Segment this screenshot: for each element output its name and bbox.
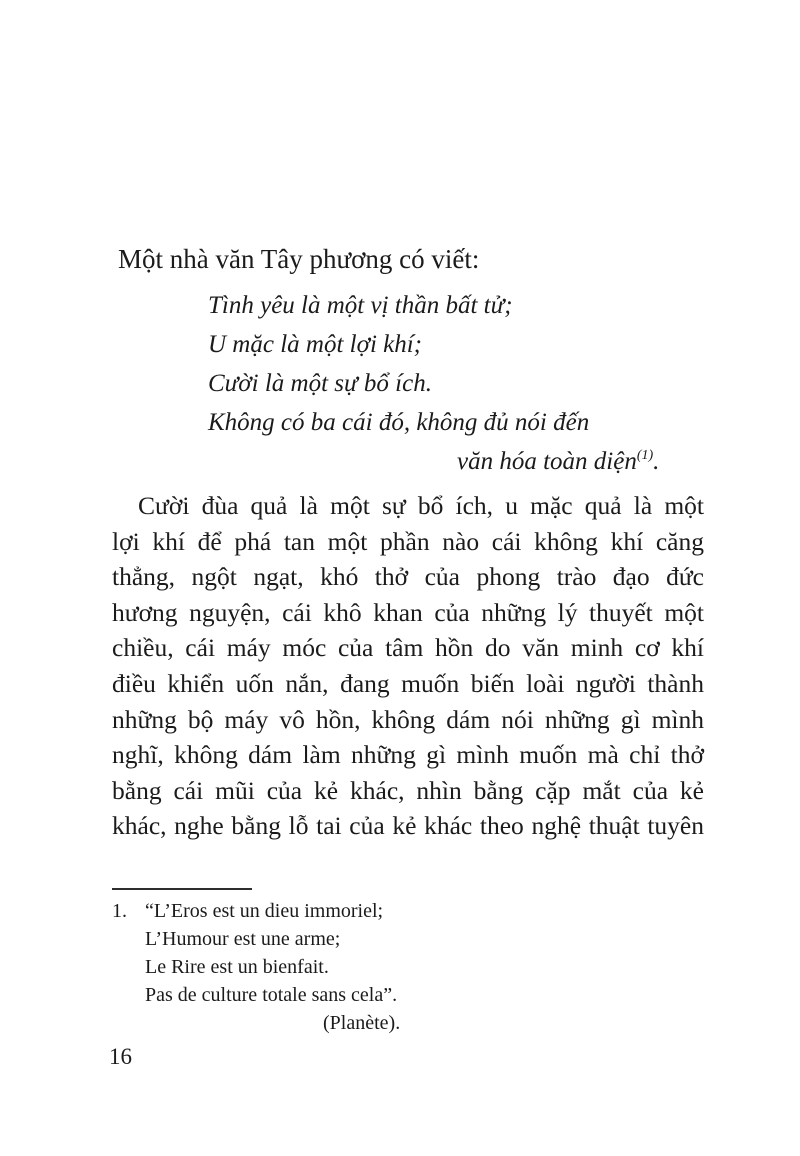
- body-line: bằng cái mũi của kẻ khác, nhìn bằng cặp mắt của kẻ: [112, 775, 704, 805]
- footnote-marker: 1.: [112, 900, 127, 922]
- footnote-line: L’Humour est une arme;: [145, 928, 341, 950]
- quote-line: Cười là một sự bổ ích.: [208, 370, 432, 397]
- intro-paragraph: Một nhà văn Tây phương có viết:: [118, 244, 480, 274]
- body-line: khác, nghe bằng lỗ tai của kẻ khác theo nghệ thuật tuyên: [112, 811, 704, 841]
- body-line: Cười đùa quả là một sự bổ ích, u mặc quả là một: [138, 491, 704, 520]
- quote-line-final: [457, 442, 659, 481]
- quote-line: Tình yêu là một vị thần bất tử;: [208, 292, 513, 319]
- quote-block: [208, 286, 659, 481]
- body-line: chiều, cái máy móc của tâm hồn do văn minh cơ khí: [112, 633, 704, 663]
- page-number: 16: [109, 1044, 132, 1069]
- body-line: những bộ máy vô hồn, không dám nói những gì mình: [112, 704, 704, 734]
- body-line: nghĩ, không dám làm những gì mình muốn mà chỉ thở: [112, 740, 704, 770]
- quote-final-text: văn hóa toàn diện: [457, 448, 637, 475]
- body-line: điều khiển uốn nắn, đang muốn biến loài người thành: [112, 668, 704, 698]
- footnote-attribution: (Planète).: [323, 1012, 401, 1034]
- body-paragraph: [112, 488, 704, 844]
- footnote: [112, 897, 400, 1037]
- body-line: thẳng, ngột ngạt, khó thở của phong trào đạo đức: [112, 562, 704, 592]
- footnote-line: “L’Eros est un dieu immoriel;: [145, 900, 384, 922]
- body-line: hương nguyện, cái khô khan của những lý thuyết một: [112, 597, 704, 627]
- body-line: lợi khí để phá tan một phần nào cái không khí căng: [112, 526, 704, 556]
- footnote-line: Pas de culture totale sans cela”.: [145, 984, 398, 1006]
- quote-line: Không có ba cái đó, không đủ nói đến: [208, 409, 590, 436]
- quote-line: U mặc là một lợi khí;: [208, 331, 423, 358]
- footnote-text: [145, 897, 400, 1037]
- footnote-divider: [112, 888, 252, 890]
- footnote-line: Le Rire est un bienfait.: [145, 956, 329, 978]
- quote-final-period: .: [653, 448, 660, 475]
- footnote-reference: (1): [636, 448, 654, 463]
